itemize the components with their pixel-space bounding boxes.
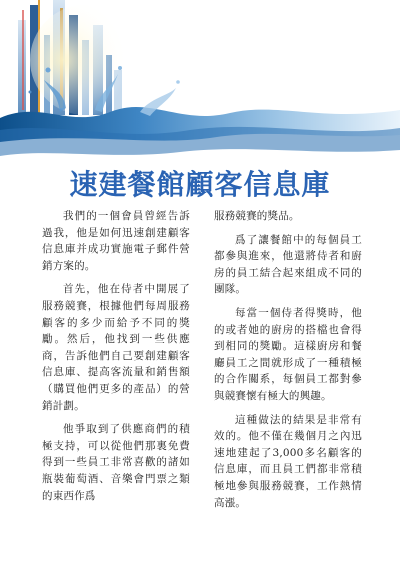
left-column [42,208,190,558]
right-column [214,208,362,558]
paragraph: 爲了讓餐館中的每個員工都參與進來，他還將侍者和廚房的員工結合起來組成不同的團隊。 [214,233,362,296]
article-body [42,208,362,558]
paragraph: 服務競賽的獎品。 [214,210,300,222]
paragraph: 首先，他在侍者中開展了服務競賽，根據他們每周服務顧客的多少而給予不同的獎勵。然后，他找到一些供應商，告訴他們自己要創建顧客信息庫、提高客流量和銷售額（購買他們更多的產品）的營銷計劃。 [42,283,190,412]
paragraph: 他爭取到了供應商們的積極支持，可以從他們那裏免費得到一些員工非常喜歡的諸如瓶裝葡萄酒、音樂會門票之類的東西作爲 [42,423,190,502]
header-banner-image [0,0,400,160]
paragraph: 我們的一個會員曾經告訴過我，他是如何迅速創建顧客信息庫并成功實施電子郵件營銷方案的。 [42,210,190,272]
splash-illustration [0,0,400,160]
paragraph: 每當一個侍者得獎時，他的或者她的廚房的搭檔也會得到相同的獎勵。這樣廚房和餐廳員工之間就形成了一種積極的合作關系，每個員工都對參與競賽懷有極大的興趣。 [214,306,362,402]
page-title: 速建餐館顧客信息庫 [69,168,331,201]
paragraph: 這種做法的結果是非常有效的。他不僅在幾個月之內迅速地建起了3,000多名顧客的信息庫，而且員工們都非常積極地參與服務競賽，工作熱情高漲。 [214,413,362,509]
